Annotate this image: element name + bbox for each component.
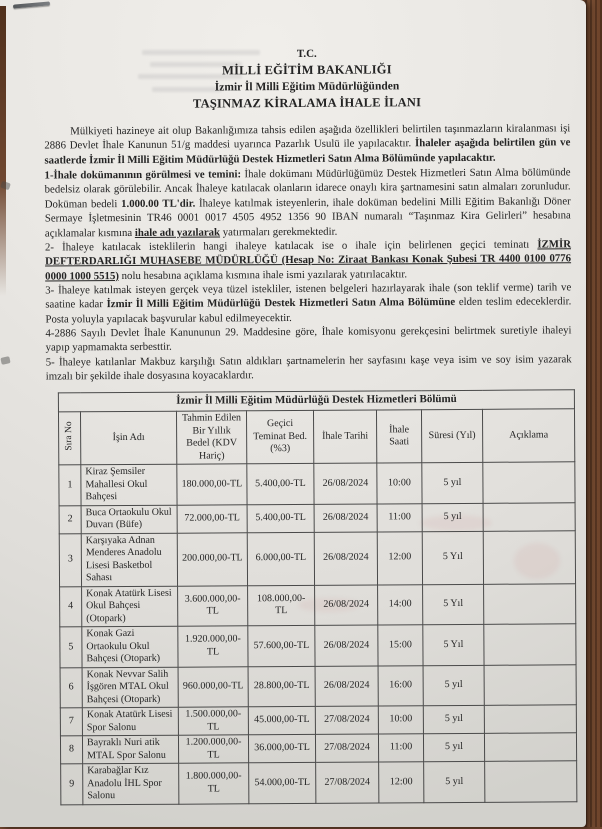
table-cell: 5 yıl	[422, 503, 483, 531]
column-header: Geçici Teminat Bed.(%3)	[246, 411, 313, 464]
table-cell: 1	[59, 465, 81, 506]
table-cell: 4	[60, 587, 82, 628]
table-cell: 11:00	[378, 734, 423, 762]
table-cell: Buca Ortaokulu Okul Duvarı (Büfe)	[81, 505, 177, 534]
table-row	[59, 530, 575, 586]
table-cell: 5	[60, 627, 82, 668]
column-header: Süresi (Yıl)	[421, 410, 482, 463]
table-row	[61, 761, 577, 805]
table-cell: 5 yıl	[422, 463, 483, 504]
table-cell: 27/08/2024	[316, 762, 379, 803]
table-cell: 9	[61, 764, 83, 805]
table-cell: 6.000,00-TL	[247, 532, 314, 585]
table-cell: 108.000,00-TL	[248, 585, 315, 626]
table-cell	[483, 530, 575, 584]
table-row	[60, 705, 576, 736]
table-cell: 12:00	[379, 762, 424, 803]
paragraph	[44, 121, 570, 167]
table-row	[60, 624, 576, 668]
table-cell: 27/08/2024	[315, 706, 378, 734]
table-cell: 1.920.000,00-TL	[178, 626, 248, 667]
table-cell: 10:00	[378, 706, 423, 734]
table-cell: 11:00	[377, 503, 422, 531]
table-cell: 1.200.000,00-TL	[178, 735, 248, 763]
table-cell	[484, 624, 576, 665]
table-cell: Karşıyaka Adnan Menderes Anadolu Lisesi Basketbol Sahası	[81, 533, 177, 587]
paragraph-segment: elden teslim edeceklerdir. Posta yoluyla yapılacak başvurular kabul edilmeyecektir.	[45, 295, 572, 326]
table-row	[60, 583, 576, 627]
table-row	[59, 502, 575, 533]
table-row	[59, 462, 575, 506]
table-cell: Bayraklı Nuri atik MTAL Spor Salonu	[82, 735, 178, 764]
table-cell: Kiraz Şemsiler Mahallesi Okul Bahçesi	[81, 464, 177, 505]
table-cell: 5.400,00-TL	[247, 464, 314, 505]
paragraph	[45, 323, 571, 355]
page-title: TAŞINMAZ KİRALAMA İHALE İLANI	[192, 95, 422, 111]
table-cell: 1.500.000,00-TL	[178, 707, 248, 735]
table-cell: Konak Atatürk Lisesi Okul Bahçesi (Otopark)	[82, 586, 178, 627]
paragraph-segment: nolu hesabına açıklama kısmına ihale ismi yazılarak yatırılacaktır.	[118, 267, 408, 282]
table-cell: 26/08/2024	[314, 504, 377, 532]
column-header-vertical-label: Sıra No	[63, 421, 74, 452]
table-cell	[483, 462, 575, 503]
table-cell: 72.000,00-TL	[177, 505, 247, 533]
paragraph-segment: İzmir İl Milli Eğitim Müdürlüğü Destek Hizmetleri Satın Alma Bölümüne	[106, 296, 456, 311]
table-cell: 3	[59, 534, 81, 587]
table-cell: 200.000,00-TL	[177, 533, 247, 586]
table-cell: 6	[60, 668, 82, 709]
table-cell: 26/08/2024	[315, 625, 378, 666]
paragraph-segment: İZMİR DEFTERDARLIĞI MUHASEBE MÜDÜRLÜĞÜ (Hesap No: Ziraat Bankası Konak Şubesi TR 4400 0100 0776 0000 1000 5515)	[45, 238, 572, 283]
table-cell: 5 Yıl	[423, 625, 484, 666]
table-row	[60, 733, 576, 764]
table-cell: Karabağlar Kız Anadolu İHL Spor Salonu	[83, 763, 179, 804]
paragraph-segment: yatırmaları gerekmektedir.	[219, 225, 338, 238]
table-cell: 8	[60, 736, 82, 764]
table-cell: 26/08/2024	[315, 585, 378, 626]
table-title: İzmir İl Milli Eğitim Müdürlüğü Destek Hizmetleri Bölümü	[58, 390, 574, 412]
table-cell: 5 yıl	[423, 734, 484, 762]
table-cell: 5 yıl	[423, 665, 484, 706]
paragraph-segment: İhaleye katılmak isteyenlerin, ihale doküman bedelini Milli Eğitim Bakanlığı Döner Sermaye İşletmesinin TR46 0001 0017 4505 4952 1356 90 IBAN numaralı “Taşınmaz Kira Gelirleri” hesabına açıklamalar kısmına	[44, 195, 571, 240]
table-cell: 5 yıl	[424, 762, 485, 803]
header-ministry: MİLLİ EĞİTİM BAKANLIĞI	[222, 62, 392, 78]
document-header	[44, 46, 570, 112]
table-cell: 54.000,00-TL	[249, 763, 316, 804]
paragraph-segment: 1-İhale dokümanının görülmesi ve temini:	[44, 168, 245, 182]
paragraph-segment: 2- İhaleye katılacak isteklilerin hangi ihaleye katılacak ise o ihale için belirlenen geçici teminatı	[44, 238, 538, 254]
column-header	[58, 412, 80, 465]
table-cell: 960.000,00-TL	[178, 666, 248, 707]
table-cell: 28.800,00-TL	[248, 666, 315, 707]
table-cell	[484, 705, 576, 734]
paragraph-segment: ihale adı yazılarak	[134, 225, 221, 239]
table-cell: 7	[60, 708, 82, 736]
column-header: Tahmin Edilen Bir Yıllık Bedel (KDV Hariç)	[176, 411, 246, 464]
column-header: İhale Tarihi	[313, 410, 376, 463]
paragraph-segment: 3- İhaleye katılmak isteyen gerçek veya tüzel istekliler, istenen belgeleri hazırlayarak ihale (son teklif verme) tarih ve saatine kadar	[45, 281, 572, 311]
header-country: T.C.	[296, 47, 317, 60]
column-header: Açıklama	[482, 409, 574, 463]
table-cell: 27/08/2024	[315, 734, 378, 762]
column-header: İhale Saati	[376, 410, 421, 463]
table-cell: 5.400,00-TL	[247, 504, 314, 532]
tender-table	[58, 390, 578, 805]
table-cell: 26/08/2024	[314, 532, 377, 585]
paragraph-segment: İhaleler aşağıda belirtilen gün ve saatlerde İzmir İl Milli Eğitim Müdürlüğü Destek Hizmetleri Satın Alma Bölümünde yapılacaktır.	[44, 136, 571, 167]
table-cell: 15:00	[378, 625, 423, 666]
paragraph	[44, 165, 570, 240]
paragraph-segment: 4-2886 Sayılı Devlet İhale Kanununun 29. Maddesine göre, İhale komisyonu gerekçesini belirtmek suretiyle ihaleyi yapıp yapmamakta serbesttir.	[45, 324, 572, 354]
paragraph	[46, 352, 572, 384]
header-office: İzmir İl Milli Eğitim Müdürlüğünden	[214, 80, 400, 94]
table-cell	[485, 761, 577, 802]
table-cell: 10:00	[377, 463, 422, 504]
paragraph-segment: İhale dokümanı Müdürlüğümüz Destek Hizmetleri Satın Alma bölümünde bedelsiz olarak görülebilir. Ancak İhaleye katılacak olanların idarece onaylı kira şartnamesini satın almaları zorunludur. Doküman bedeli	[44, 166, 571, 211]
table-cell	[484, 583, 576, 624]
table-header-row	[58, 409, 574, 465]
table-body	[59, 462, 577, 805]
paragraph-segment: Mülkiyeti hazineye ait olup Bakanlığımıza tahsis edilen aşağıda özellikleri belirtilen taşınmazların kiralanması işi 2886 Devlet İhale Kanunun 51/g maddesi uyarınca Pazarlık Usulü ile yapılacaktır.	[44, 122, 571, 152]
table-cell: 1.800.000,00-TL	[179, 763, 249, 804]
table-cell: 5 Yıl	[423, 584, 484, 625]
column-header: İşin Adı	[80, 411, 176, 465]
table-cell: Konak Gazi Ortaokulu Okul Bahçesi (Otopark)	[82, 626, 178, 667]
table-cell: 5 yıl	[423, 706, 484, 734]
table-row	[60, 664, 576, 708]
paragraph-segment: 1.000.00 TL'dir.	[121, 197, 196, 210]
table-cell: 12:00	[377, 531, 422, 584]
paragraph	[45, 237, 571, 283]
table-cell	[484, 664, 576, 705]
table-cell: 5 Yıl	[422, 531, 483, 584]
table-cell: 57.600,00-TL	[248, 626, 315, 667]
table-cell: 36.000,00-TL	[248, 735, 315, 763]
table-cell: 3.600.000,00-TL	[178, 585, 248, 626]
table-cell: Konak Nevvar Salih İşgören MTAL Okul Bahçesi (Otopark)	[82, 667, 178, 708]
table-cell: 180.000,00-TL	[177, 464, 247, 505]
table-cell: 14:00	[378, 584, 423, 625]
paragraph	[45, 280, 571, 326]
table-cell: 26/08/2024	[314, 463, 377, 504]
table-cell: 26/08/2024	[315, 666, 378, 707]
table-cell	[483, 502, 575, 531]
announcement-paragraphs	[44, 121, 572, 384]
table-cell: 2	[59, 506, 81, 534]
paragraph-segment: 5- İhaleye katılanlar Makbuz karşılığı Satın aldıkları şartnamelerin her sayfasını kaşe veya isim ve soy isim yazarak imzalı bir şekilde ihale dosyasına koyacaklardır.	[45, 353, 572, 383]
table-cell: Konak Atatürk Lisesi Spor Salonu	[82, 707, 178, 736]
table-cell: 45.000,00-TL	[248, 707, 315, 735]
table-cell	[484, 733, 576, 762]
table-cell: 16:00	[378, 665, 423, 706]
